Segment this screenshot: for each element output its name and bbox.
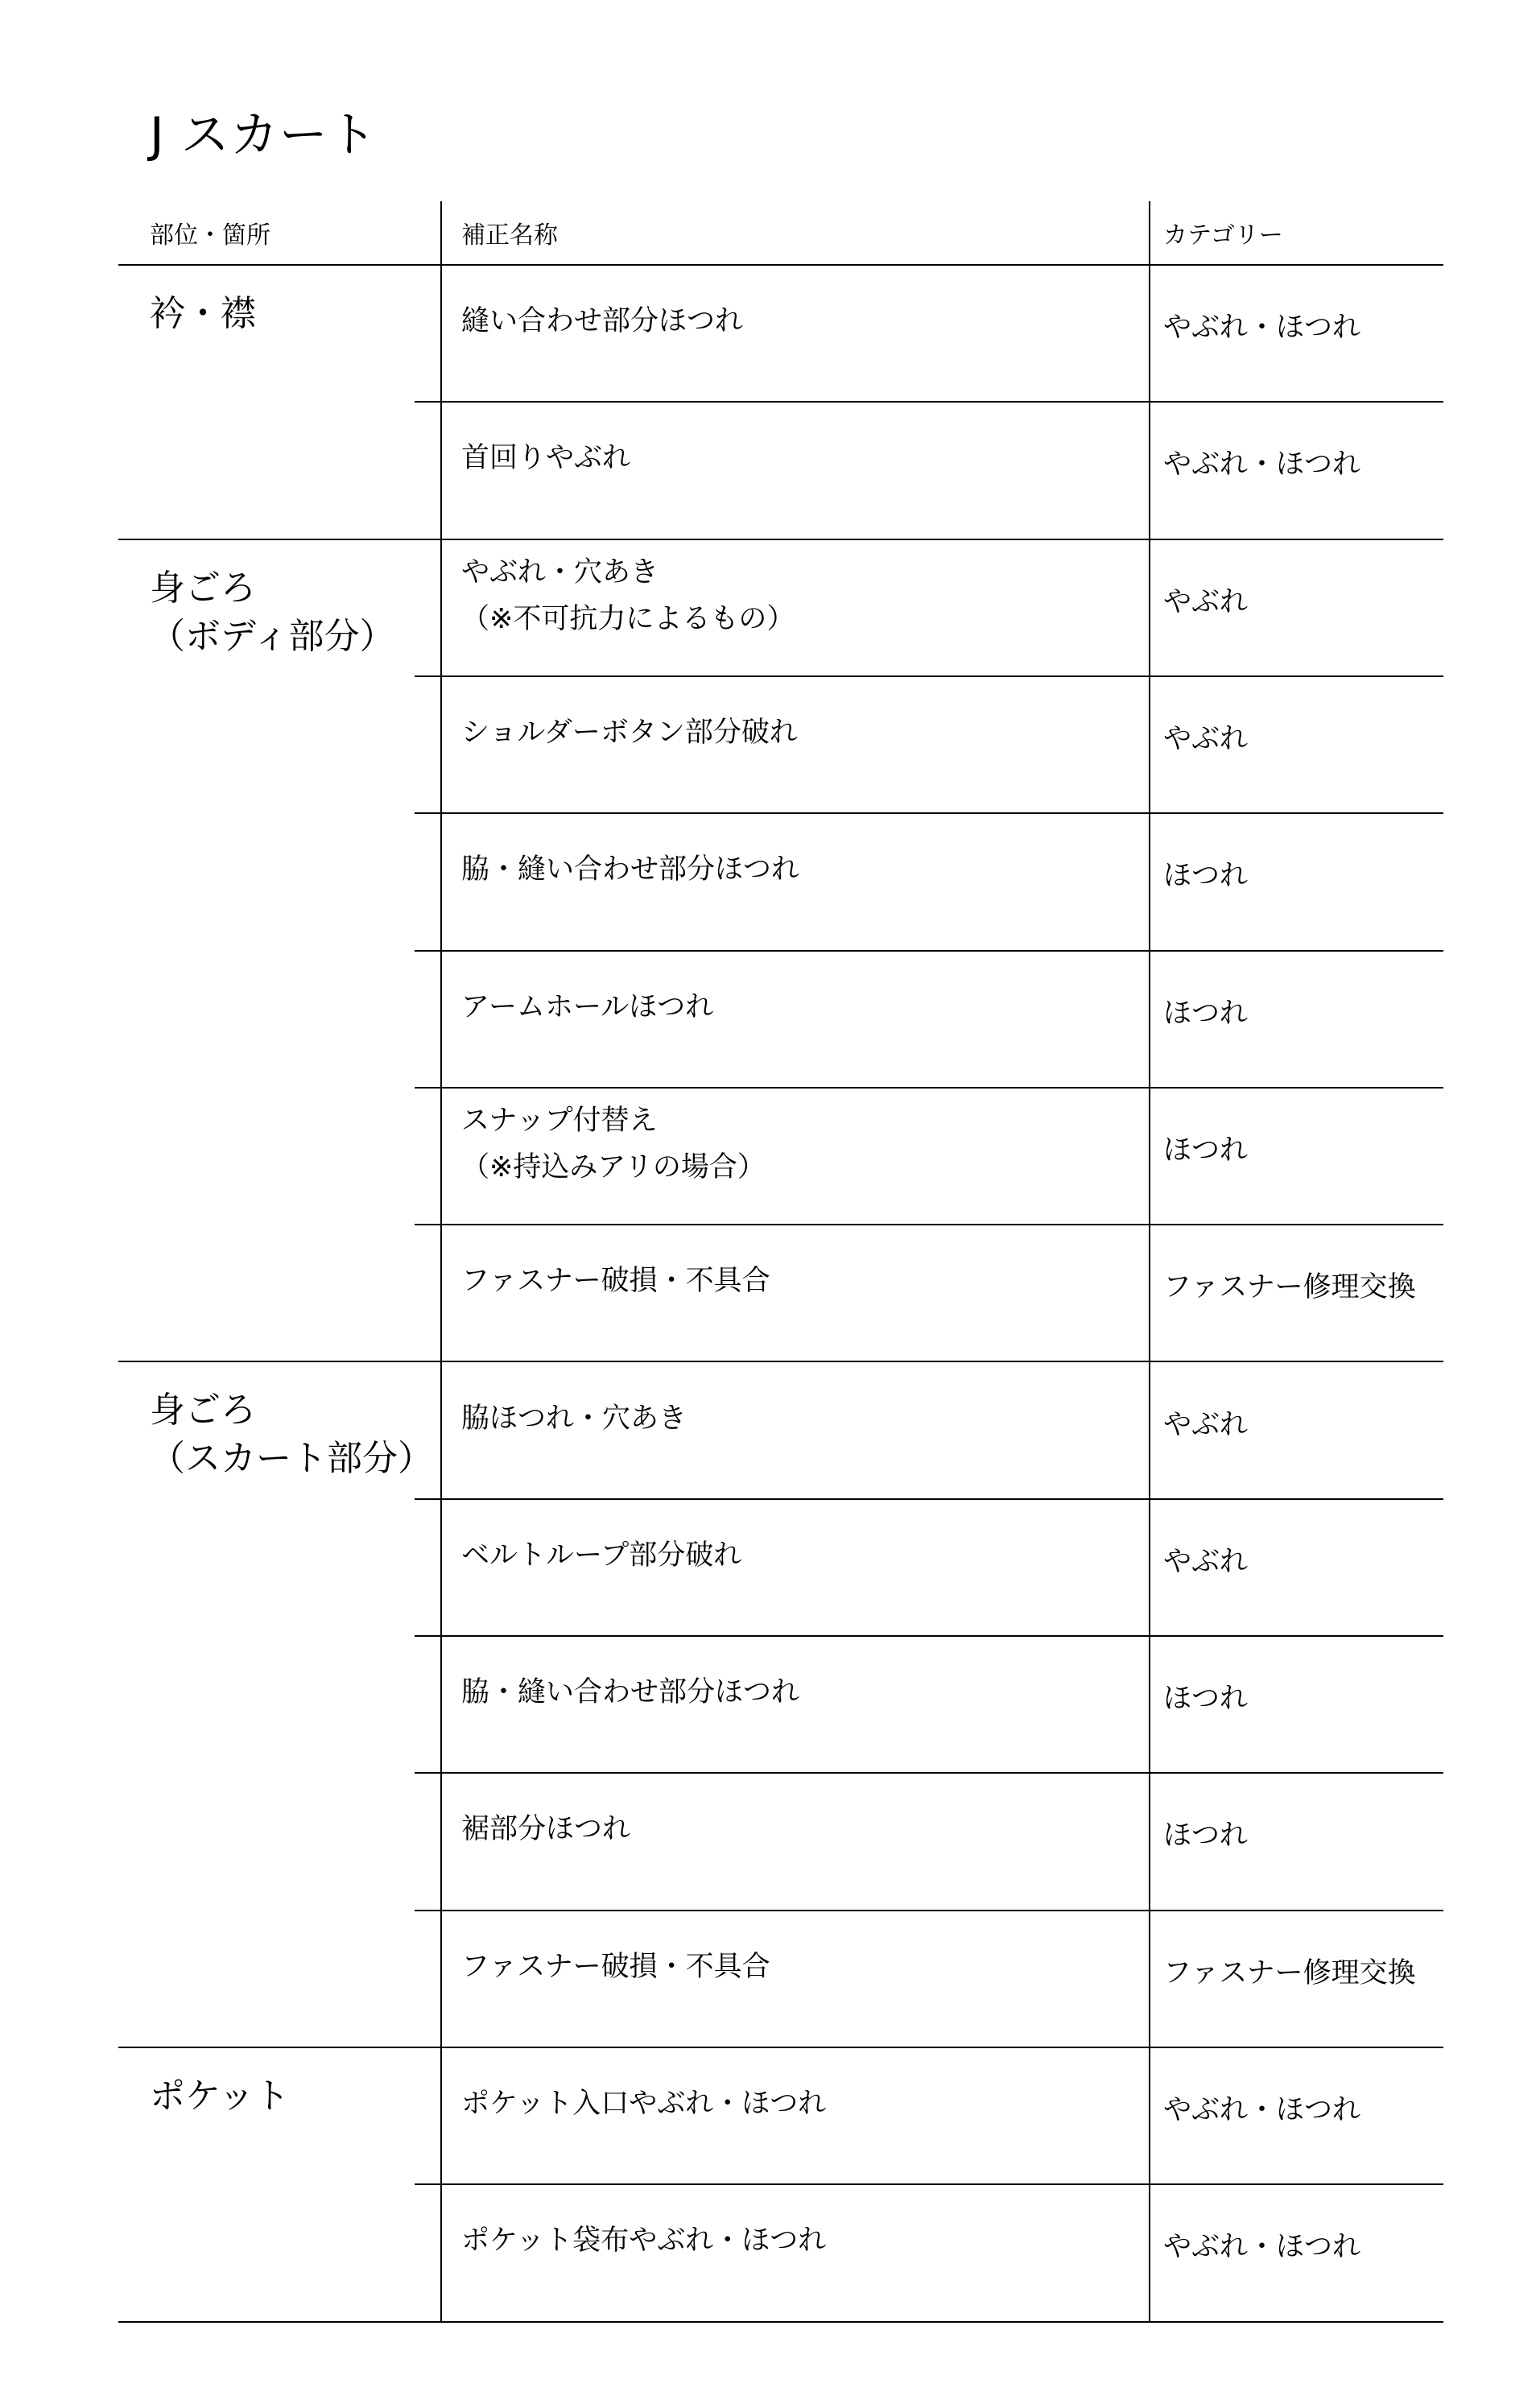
section-label-line: 身ごろ xyxy=(150,568,256,609)
row-category: やぶれ xyxy=(1163,1409,1249,1441)
row-name-line: 縫い合わせ部分ほつれ xyxy=(461,305,744,337)
section-label xyxy=(150,564,394,661)
header-name: 補正名称 xyxy=(461,221,558,250)
row-category: やぶれ・ほつれ xyxy=(1163,2094,1361,2126)
header-divider xyxy=(118,264,1443,266)
row-name-line: 首回りやぶれ xyxy=(461,442,631,474)
section-label xyxy=(150,2072,290,2121)
row-name-line: ポケット入口やぶれ・ほつれ xyxy=(461,2088,827,2120)
row-category: ほつれ xyxy=(1163,998,1249,1030)
row-name-line: ショルダーボタン部分破れ xyxy=(461,717,798,749)
row-name xyxy=(461,435,630,481)
row-name-line: やぶれ・穴あき xyxy=(461,556,659,589)
row-name-line: 裾部分ほつれ xyxy=(461,1813,631,1845)
section-label-line: ポケット xyxy=(150,2076,290,2117)
row-category: ほつれ xyxy=(1163,1683,1249,1715)
row-name-line: スナップ付替え xyxy=(461,1105,658,1137)
row-name-line: アームホールほつれ xyxy=(461,991,714,1023)
row-name xyxy=(461,549,795,642)
row-name-line: 脇・縫い合わせ部分ほつれ xyxy=(461,1676,800,1708)
section-label-line: （スカート部分） xyxy=(150,1438,433,1479)
section-divider xyxy=(118,1361,1443,1362)
header-part: 部位・箇所 xyxy=(150,221,270,250)
row-divider xyxy=(415,675,1443,677)
row-name xyxy=(461,2080,826,2127)
row-category: やぶれ xyxy=(1163,723,1249,755)
page-title: J スカート xyxy=(150,107,378,163)
row-name xyxy=(461,298,743,345)
row-category: やぶれ・ほつれ xyxy=(1163,312,1361,344)
row-name-line: 脇・縫い合わせ部分ほつれ xyxy=(461,853,800,886)
row-name xyxy=(461,1944,770,1990)
row-name xyxy=(461,984,713,1031)
column-divider-1 xyxy=(440,201,442,2321)
row-name-line: ファスナー破損・不具合 xyxy=(461,1951,770,1983)
row-divider xyxy=(415,1087,1443,1089)
row-category: ほつれ xyxy=(1163,860,1249,892)
row-category: ファスナー修理交換 xyxy=(1163,1957,1416,1989)
section-divider xyxy=(118,2321,1443,2323)
row-name-line: ベルトループ部分破れ xyxy=(461,1539,742,1572)
row-name xyxy=(461,709,798,756)
column-divider-2 xyxy=(1149,201,1150,2321)
row-name xyxy=(461,1532,741,1579)
row-name-line: （※不可抗力によるもの） xyxy=(461,603,795,635)
row-category: ほつれ xyxy=(1163,1820,1249,1852)
row-category: やぶれ・ほつれ xyxy=(1163,448,1361,481)
row-divider xyxy=(415,401,1443,403)
row-divider xyxy=(415,1910,1443,1911)
section-label-line: 衿・襟 xyxy=(150,293,256,334)
row-name xyxy=(461,2217,826,2264)
row-divider xyxy=(415,1498,1443,1500)
row-category: やぶれ xyxy=(1163,586,1249,618)
row-category: やぶれ xyxy=(1163,1546,1249,1578)
row-divider xyxy=(415,1635,1443,1637)
row-divider xyxy=(415,812,1443,814)
row-divider xyxy=(415,2183,1443,2185)
section-label xyxy=(150,1386,433,1483)
section-divider xyxy=(118,539,1443,540)
section-divider xyxy=(118,2047,1443,2048)
section-label-line: 身ごろ xyxy=(150,1390,256,1431)
row-divider xyxy=(415,950,1443,952)
row-name-line: ファスナー破損・不具合 xyxy=(461,1265,770,1297)
row-category: やぶれ・ほつれ xyxy=(1163,2231,1361,2263)
row-name-line: ポケット袋布やぶれ・ほつれ xyxy=(461,2225,827,2257)
row-name xyxy=(461,1258,770,1304)
row-name xyxy=(461,846,799,893)
row-name xyxy=(461,1806,630,1853)
section-label-line: （ボディ部分） xyxy=(150,616,395,657)
row-divider xyxy=(415,1772,1443,1774)
row-name-line: （※持込みアリの場合） xyxy=(461,1151,766,1184)
row-name xyxy=(461,1097,766,1191)
row-name xyxy=(461,1395,687,1442)
row-name-line: 脇ほつれ・穴あき xyxy=(461,1402,687,1435)
row-category: ファスナー修理交換 xyxy=(1163,1271,1416,1303)
header-category: カテゴリー xyxy=(1163,221,1283,250)
row-name xyxy=(461,1669,799,1716)
row-category: ほつれ xyxy=(1163,1134,1249,1167)
section-label xyxy=(150,290,256,338)
row-divider xyxy=(415,1224,1443,1225)
